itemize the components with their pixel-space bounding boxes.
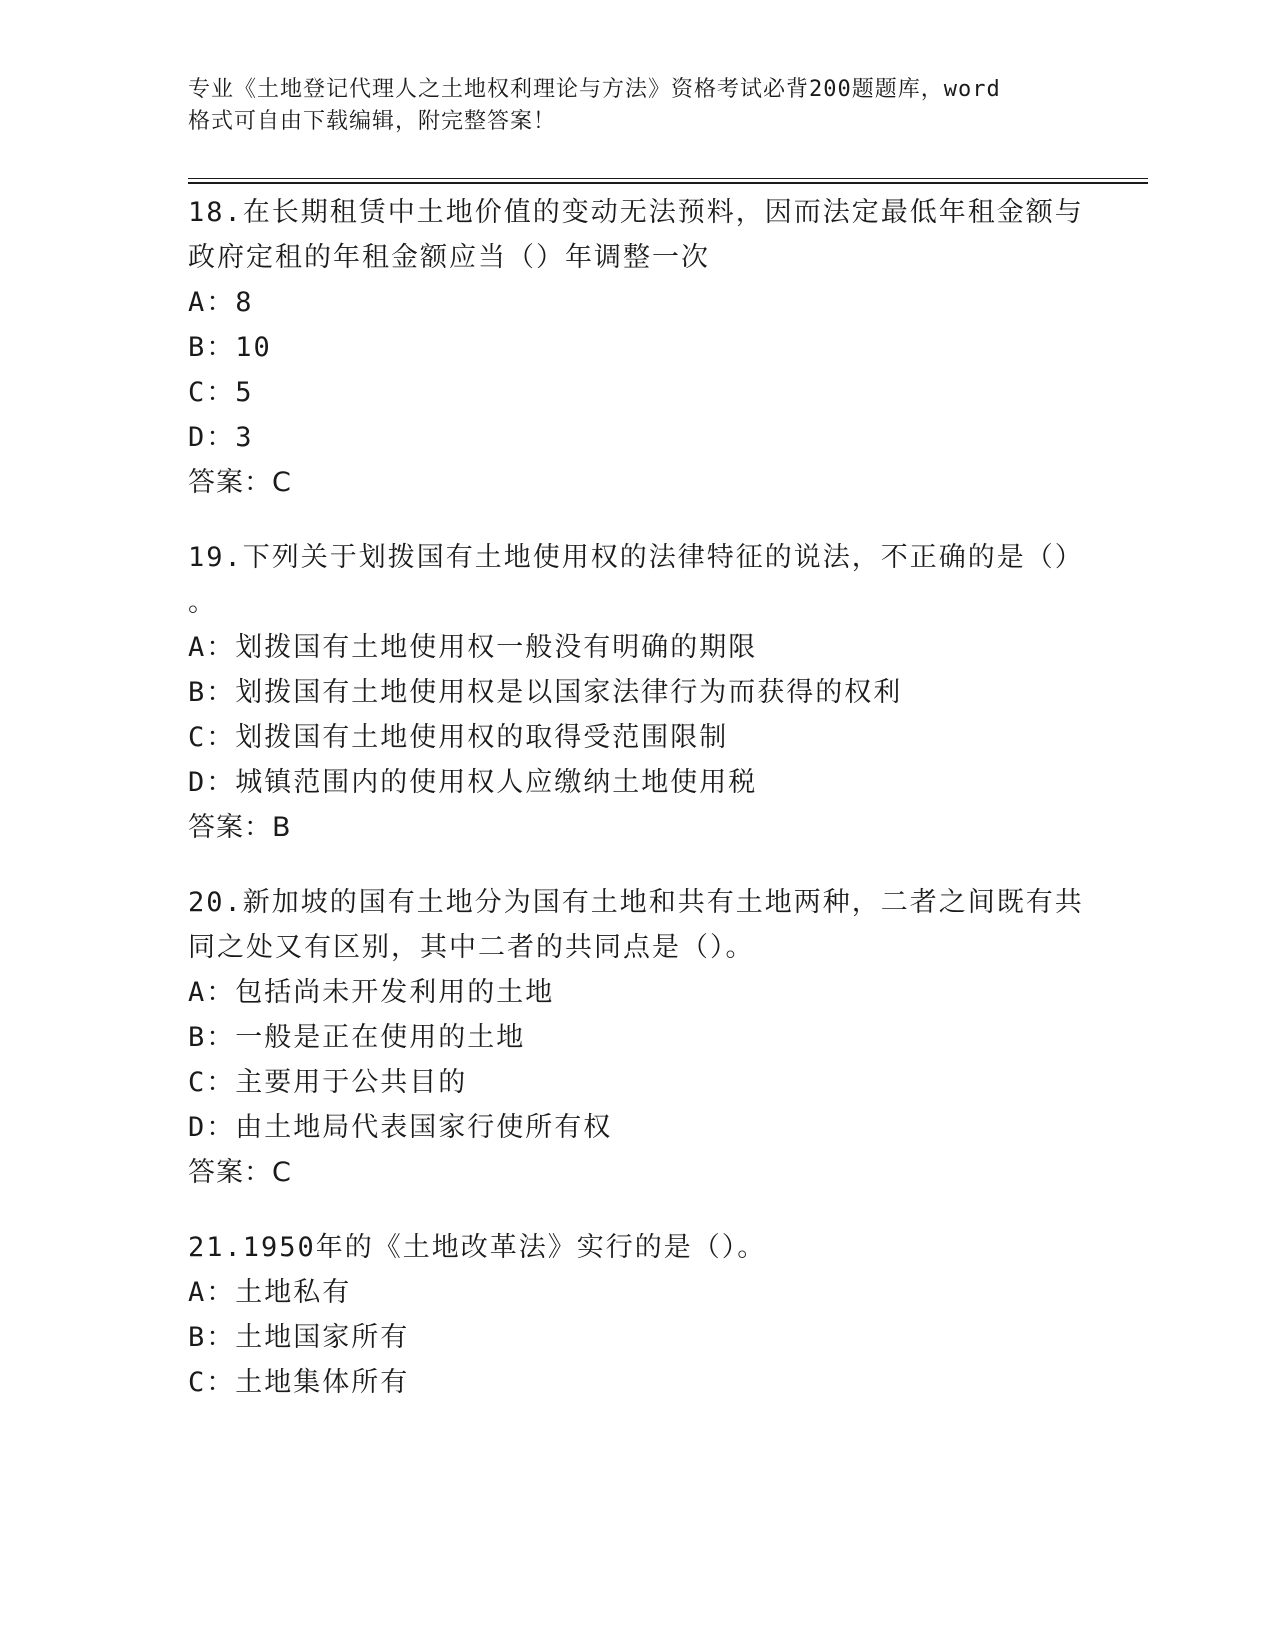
option-c: C：主要用于公共目的 [188, 1067, 468, 1098]
question-19 [188, 535, 1088, 850]
question-text-line: 18.在长期租赁中土地价值的变动无法预料，因而法定最低年租金额与 [188, 197, 1084, 228]
header-divider-thin [188, 178, 1148, 179]
question-21 [188, 1225, 1088, 1405]
question-20 [188, 880, 1088, 1195]
question-18 [188, 190, 1088, 505]
question-text-line: 政府定租的年租金额应当（）年调整一次 [188, 242, 710, 273]
option-b: B：10 [188, 332, 272, 363]
option-a: A：包括尚未开发利用的土地 [188, 977, 555, 1008]
question-text-line: 19.下列关于划拨国有土地使用权的法律特征的说法，不正确的是（） [188, 542, 1084, 573]
answer-line: 答案：B [188, 812, 292, 843]
header-line-2: 格式可自由下载编辑，附完整答案！ [188, 109, 557, 134]
header-divider-thick [188, 182, 1148, 184]
question-list [188, 190, 1088, 1435]
option-d: D：由土地局代表国家行使所有权 [188, 1112, 613, 1143]
option-c: C：5 [188, 377, 254, 408]
question-text-line: 同之处又有区别，其中二者的共同点是（）。 [188, 932, 755, 963]
option-a: A：划拨国有土地使用权一般没有明确的期限 [188, 632, 758, 663]
option-c: C：划拨国有土地使用权的取得受范围限制 [188, 722, 729, 753]
option-b: B：土地国家所有 [188, 1322, 410, 1353]
answer-line: 答案：C [188, 467, 292, 498]
option-a: A：土地私有 [188, 1277, 352, 1308]
option-b: B：一般是正在使用的土地 [188, 1022, 526, 1053]
question-text-line: 20.新加坡的国有土地分为国有土地和共有土地两种，二者之间既有共 [188, 887, 1084, 918]
option-d: D：3 [188, 422, 254, 453]
option-a: A：8 [188, 287, 254, 318]
answer-line: 答案：C [188, 1157, 292, 1188]
header-line-1: 专业《土地登记代理人之土地权利理论与方法》资格考试必背200题题库，word [188, 77, 1001, 102]
option-d: D：城镇范围内的使用权人应缴纳土地使用税 [188, 767, 758, 798]
question-text-line: 21.1950年的《土地改革法》实行的是（）。 [188, 1232, 767, 1263]
option-b: B：划拨国有土地使用权是以国家法律行为而获得的权利 [188, 677, 903, 708]
option-c: C：土地集体所有 [188, 1367, 410, 1398]
question-text-line: 。 [188, 587, 217, 618]
document-header [188, 74, 1088, 138]
